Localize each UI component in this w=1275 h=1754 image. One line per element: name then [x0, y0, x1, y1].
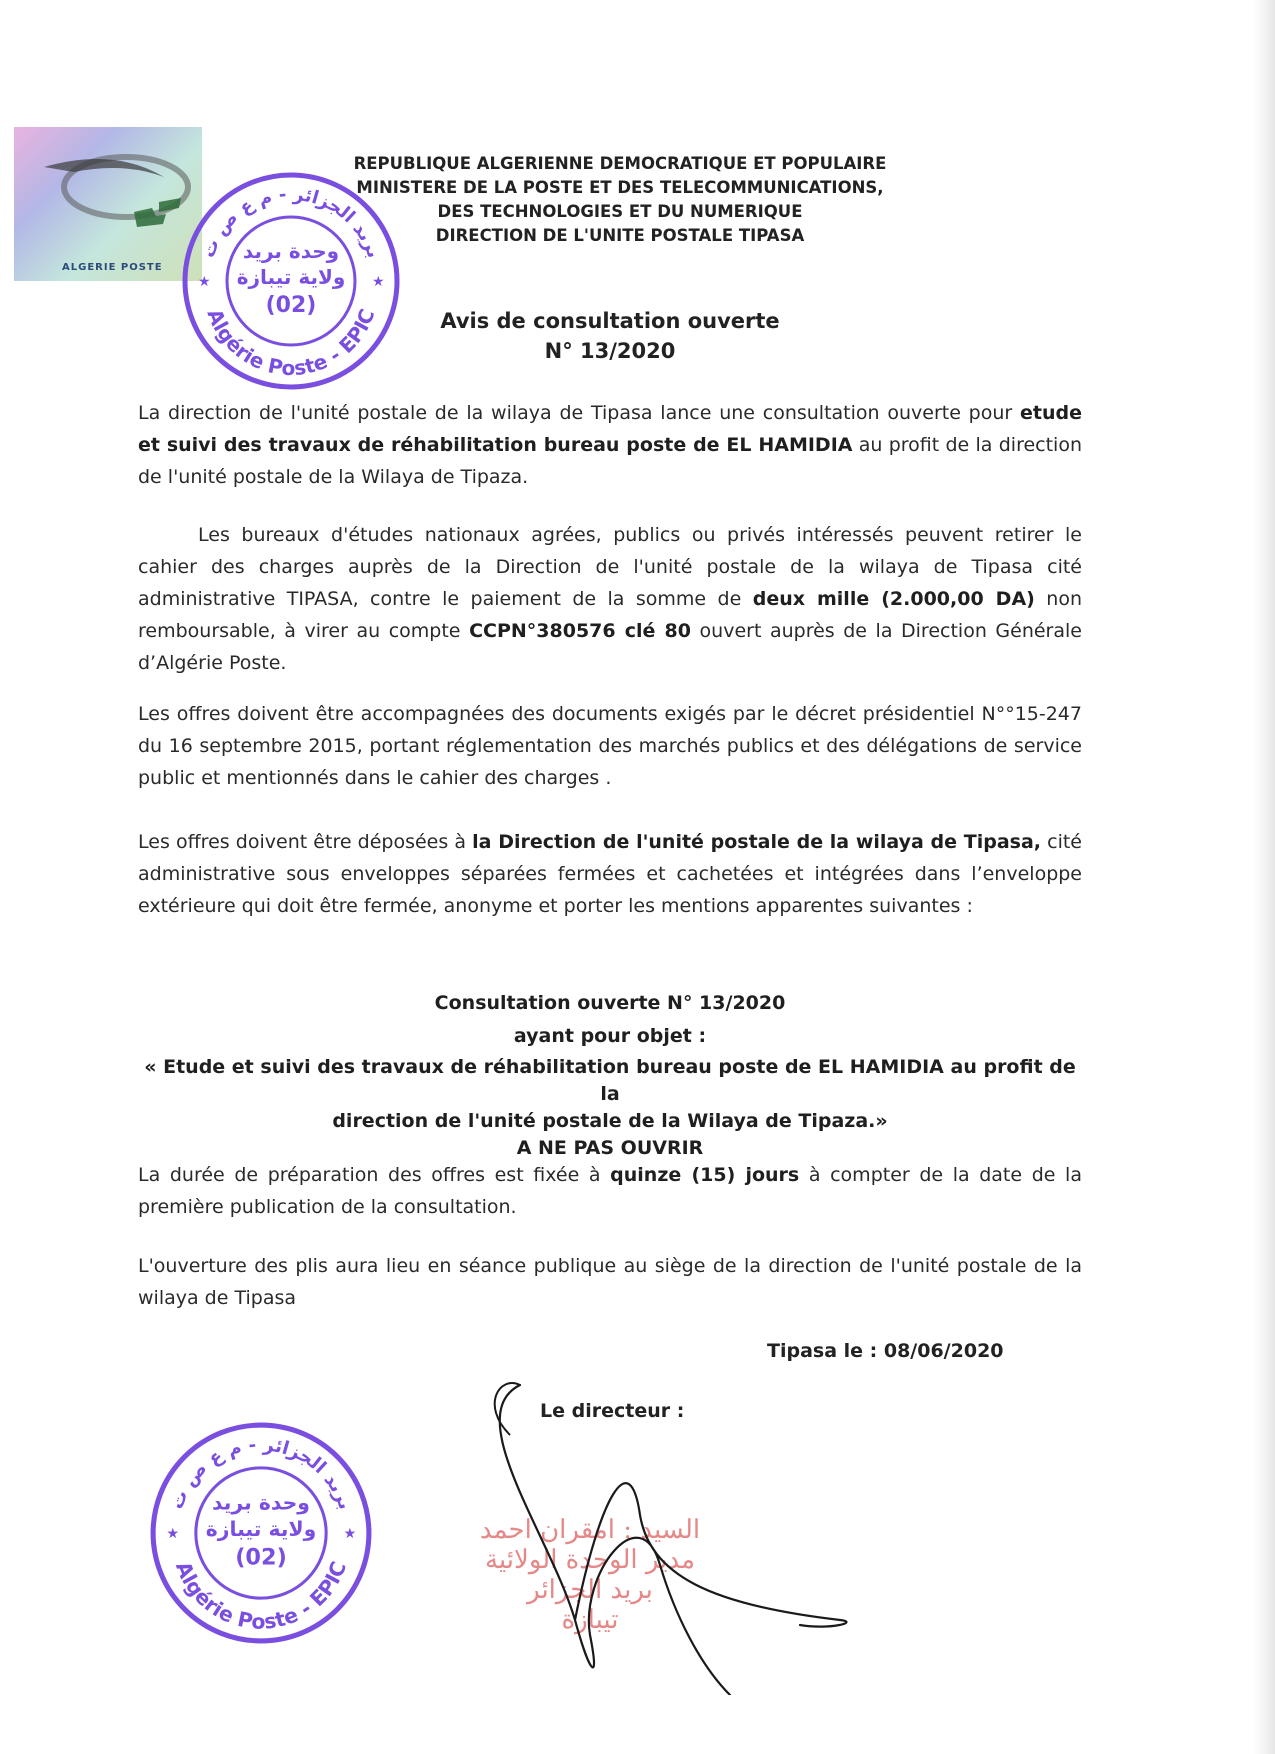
header-line-4: DIRECTION DE L'UNITE POSTALE TIPASA: [435, 226, 805, 245]
stamp-top-text: بريد الجزائر - م ع ص ت: [197, 183, 385, 261]
paragraph-intro: [138, 397, 1082, 493]
para2-text-1: Les bureaux d'études nationaux agrées, publics ou privés intéressés peuvent retirer le cahier des charges auprès de la Direction de l'unité postale de la wilaya de Tipasa cité administrative TIPASA, contre le paiement de la somme de: [138, 524, 1082, 610]
paragraph-documents: [138, 698, 1082, 794]
stamp-bottom-text: Algérie Poste - EPIC: [202, 305, 380, 381]
header-line-1: REPUBLIQUE ALGERIENNE DEMOCRATIQUE ET POPULAIRE: [353, 154, 887, 173]
official-stamp-bottom: [148, 1420, 374, 1650]
stamp2-mid-1: وحدة بريد: [212, 1490, 310, 1515]
logo-text: ALGERIE POSTE: [62, 262, 163, 273]
para5-bold-1: quinze (15) jours: [610, 1164, 800, 1186]
mention-object: [138, 1054, 1082, 1162]
director-stamp-line-1: السيد : امقران احمد: [479, 1515, 701, 1545]
director-stamp-line-3: بريد الجزائر: [527, 1575, 653, 1605]
algerie-poste-logo: [14, 127, 202, 281]
director-stamp-line-2: مدير الوحدة الولائية: [484, 1545, 696, 1575]
para1-bold-1: etude et suivi des travaux de réhabilitation bureau poste de EL HAMIDIA: [138, 402, 1082, 456]
stamp2-mid-2: ولاية تيبازة: [205, 1517, 317, 1542]
para4-text-1: Les offres doivent être déposées à: [138, 831, 473, 853]
stamp-star-icon: ★: [372, 274, 385, 290]
mention-line-1: Consultation ouverte N° 13/2020: [434, 992, 786, 1014]
para2-bold-1: deux mille (2.000,00 DA): [752, 588, 1035, 610]
para5-text-2: à compter de la date de la première publication de la consultation.: [138, 1164, 1082, 1218]
title-line-2: N° 13/2020: [544, 339, 676, 363]
director-label: Le directeur :: [540, 1400, 685, 1422]
page-edge: [1253, 0, 1275, 1754]
stamp-mid-2: ولاية تيبازة: [236, 265, 346, 289]
paragraph-duree: [138, 1159, 1082, 1223]
mention-header: [138, 987, 1082, 1053]
header-line-3: DES TECHNOLOGIES ET DU NUMERIQUE: [437, 202, 803, 221]
para6-text-1: L'ouverture des plis aura lieu en séance publique au siège de la direction de l'unité postale de la wilaya de Tipasa: [138, 1255, 1082, 1309]
document-title: [380, 306, 840, 366]
paragraph-depot: [138, 826, 1082, 922]
date-line: Tipasa le : 08/06/2020: [767, 1340, 1004, 1362]
stamp2-star-icon: ★: [343, 1526, 357, 1543]
header-line-2: MINISTERE DE LA POSTE ET DES TELECOMMUNICATIONS,: [356, 178, 884, 197]
stamp-star-icon: ★: [198, 274, 211, 290]
mention-line-3: « Etude et suivi des travaux de réhabilitation bureau poste de EL HAMIDIA au profit de la: [144, 1056, 1076, 1105]
para1-text-1: La direction de l'unité postale de la wilaya de Tipasa lance une consultation ouverte pour: [138, 402, 1021, 424]
paragraph-cahier-des-charges: [138, 519, 1082, 679]
para2-text-3: ouvert auprès de la Direction Générale d’Algérie Poste.: [138, 620, 1082, 674]
stamp2-bottom-text: Algérie Poste - EPIC: [170, 1558, 352, 1634]
stamp2-code: (02): [235, 1544, 287, 1571]
mention-line-4: direction de l'unité postale de la Wilaya de Tipaza.»: [332, 1110, 888, 1132]
para4-bold-1: la Direction de l'unité postale de la wilaya de Tipasa,: [472, 831, 1041, 853]
stamp2-top-text: بريد الجزائر - م ع ص ت: [166, 1434, 356, 1513]
director-stamp-line-4: تيبازة: [561, 1605, 619, 1635]
stamp-code: (02): [265, 293, 317, 318]
paragraph-ouverture: [138, 1250, 1082, 1314]
official-stamp-top: [180, 170, 402, 396]
document-header: [320, 152, 920, 248]
stamp2-star-icon: ★: [166, 1526, 180, 1543]
para4-text-2: cité administrative sous enveloppes séparées fermées et cachetées et intégrées dans l’enveloppe extérieure qui doit être fermée, anonyme et porter les mentions apparentes suivantes :: [138, 831, 1082, 917]
para3-text-1: Les offres doivent être accompagnées des documents exigés par le décret présidentiel N°°15-247 du 16 septembre 2015, portant réglementation des marchés publics et des délégations de service public et mentionnés dans le cahier des charges .: [138, 703, 1082, 789]
para5-text-1: La durée de préparation des offres est fixée à: [138, 1164, 611, 1186]
para1-text-2: au profit de la direction de l'unité postale de la Wilaya de Tipaza.: [138, 434, 1082, 488]
logo-swoosh-icon: [14, 127, 202, 281]
para2-text-2: non remboursable, à virer au compte: [138, 588, 1082, 642]
title-line-1: Avis de consultation ouverte: [440, 309, 780, 333]
mention-line-5: A NE PAS OUVRIR: [516, 1137, 704, 1159]
para2-bold-2: CCPN°380576 clé 80: [469, 620, 691, 642]
stamp-mid-1: وحدة بريد: [242, 239, 340, 263]
director-signature: [400, 1375, 860, 1699]
mention-line-2: ayant pour objet :: [513, 1025, 707, 1047]
